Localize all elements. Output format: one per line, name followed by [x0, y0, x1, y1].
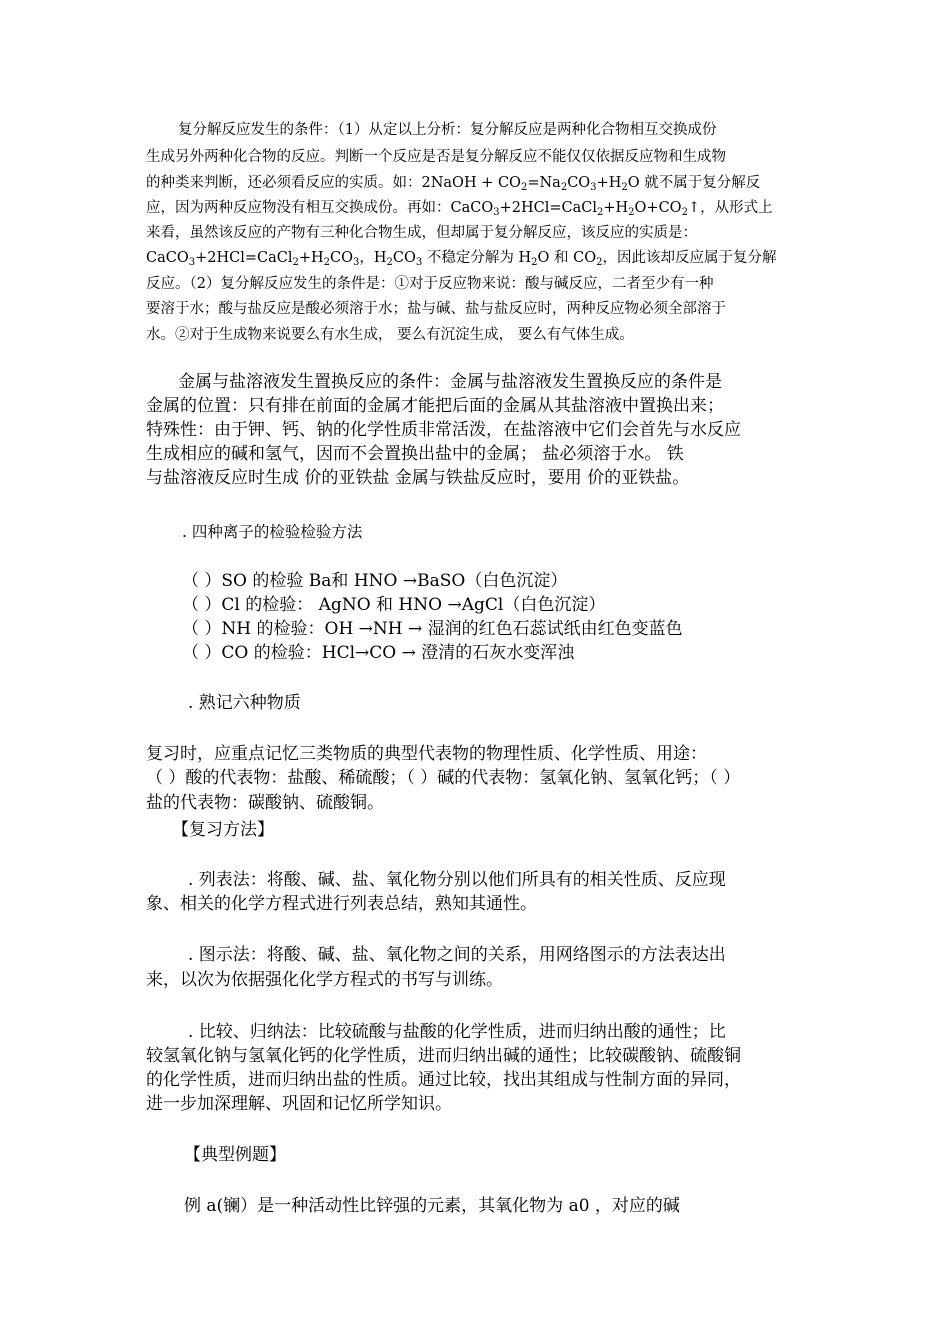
para2-line1: 金属与盐溶液发生置换反应的条件：金属与盐溶液发生置换反应的条件是 [178, 372, 722, 392]
para1-line2: 生成另外两种化合物的反应。判断一个反应是否是复分解反应不能仅仅依据反应物和生成物 [146, 149, 726, 165]
ion-test-2: （ ）Cl 的检验： AgNO 和 HNO →AgCl（白色沉淀） [182, 595, 606, 615]
method3-line1: . 比较、归纳法：比较硫酸与盐酸的化学性质，进而归纳出酸的通性；比 [188, 1022, 726, 1042]
method3-line4: 进一步加深理解、巩固和记忆所学知识。 [146, 1094, 452, 1114]
ion-test-3: （ ）NH 的检验：OH →NH → 湿润的红色石蕊试纸由红色变蓝色 [182, 619, 683, 639]
method3-line3: 的化学性质，进而归纳出盐的性质。通过比较，找出其组成与性制方面的异同， [146, 1070, 741, 1090]
para2-line2: 金属的位置：只有排在前面的金属才能把后面的金属从其盐溶液中置换出来； [146, 396, 724, 416]
ion-test-1: （ ）SO 的检验 Ba和 HNO →BaSO（白色沉淀） [182, 571, 568, 591]
para1-line5: 来看，虽然该反应的产物有三种化合物生成，但却属于复分解反应，该反应的实质是： [146, 225, 697, 241]
para2-line3: 特殊性：由于钾、钙、钠的化学性质非常活泼，在盐溶液中它们会首先与水反应 [146, 420, 741, 440]
method3-line2: 较氢氧化钠与氢氧化钙的化学性质，进而归纳出碱的通性；比较碳酸钠、硫酸铜 [146, 1046, 741, 1066]
method-heading: 【复习方法】 [172, 820, 274, 840]
method1-line2: 象、相关的化学方程式进行列表总结，熟知其通性。 [146, 894, 537, 914]
para1-line6: $CaCO_3+2HCl=CaCl_2+H_2CO_3$，$H_2CO_3$ 不稳定分解为 $H_2O$ 和 $CO_2$，因此该却反应属于复分解 [146, 250, 777, 268]
para1-line3: 的种类来判断，还必须看反应的实质。如：2NaOH + $CO_2=Na_2CO_3+H_2O$ 就不属于复分解反 [146, 175, 761, 193]
method1-line1: . 列表法：将酸、碱、盐、氧化物分别以他们所具有的相关性质、反应现 [188, 870, 726, 890]
para1-line1: 复分解反应发生的条件：（1）从定以上分析：复分解反应是两种化合物相互交换成份 [178, 122, 717, 138]
method2-line1: . 图示法：将酸、碱、盐、氧化物之间的关系，用网络图示的方法表达出 [188, 945, 726, 965]
para1-line4: 应，因为两种反应物没有相互交换成份。再如：$CaCO_3+2HCl=CaCl_2+H_2O+CO_2↑$，从形式上 [146, 200, 773, 218]
ion-test-4: （ ）CO 的检验：HCl→CO → 澄清的石灰水变浑浊 [182, 643, 575, 663]
six-line2: （ ）酸的代表物：盐酸、稀硫酸；（ ）碱的代表物：氢氧化钠、氢氧化钙；（ ） [146, 768, 741, 788]
six-line3: 盐的代表物：碳酸钠、硫酸铜。 [146, 793, 384, 813]
para1-line8: 要溶于水；酸与盐反应是酸必须溶于水；盐与碱、盐与盐反应时，两种反应物必须全部溶于 [146, 301, 726, 317]
para2-line4: 生成相应的碱和氢气，因而不会置换出盐中的金属； 盐必须溶于水。 铁 [146, 444, 684, 464]
six-line1: 复习时，应重点记忆三类物质的典型代表物的物理性质、化学性质、用途： [146, 744, 707, 764]
example-heading: 【典型例题】 [184, 1145, 286, 1165]
ions-heading: . 四种离子的检验检验方法 [182, 523, 363, 541]
para2-line5: 与盐溶液反应时生成 价的亚铁盐 金属与铁盐反应时，要用 价的亚铁盐。 [146, 468, 690, 488]
method2-line2: 来，以次为依据强化化学方程式的书写与训练。 [146, 970, 503, 990]
para1-line7: 反应。（2）复分解反应发生的条件是：①对于反应物来说：酸与碱反应，二者至少有一种 [146, 276, 714, 292]
para1-line9: 水。②对于生成物来说要么有水生成， 要么有沉淀生成， 要么有气体生成。 [146, 327, 634, 343]
example-line1: 例 a(镧）是一种活动性比锌强的元素，其氧化物为 a0 ，对应的碱 [184, 1196, 680, 1216]
six-heading: . 熟记六种物质 [188, 693, 301, 713]
